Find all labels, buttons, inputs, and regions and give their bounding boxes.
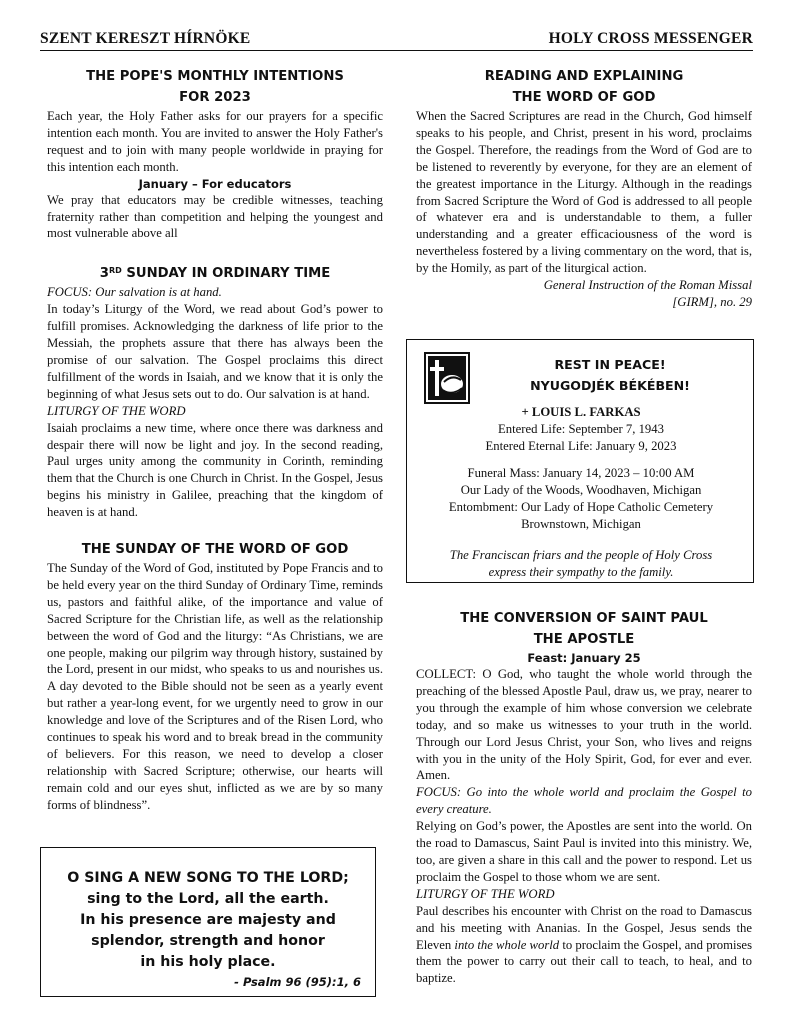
reading-body: When the Sacred Scriptures are read in the Church, God himself speaks to his people, and Christ, present in his word, proclaims the Gospel. Therefore, the readings from the Word of God are to be listened to reverently by everyone, for they are an element of the greatest importance in the Liturgy. Although in the readings from Sacred Scripture the Word of God is addressed to all people of whatever era and is understandable to them, a fuller understanding and a greater efficaciousness of the word is nevertheless fostered by a living commentary on the word, that is, by the Homily, as part of the liturgical action. (416, 109, 752, 276)
funeral-cross-emblem-icon (424, 352, 470, 404)
conversion-paragraph-1: Relying on God’s power, the Apostles are sent into the world. On the road to Damascus, Saint Paul is invited into this ministry. We, too, are given a share in this call and the power to respond. Let us proclaim the Gospel to those whom we are sent. (416, 819, 752, 884)
quote-line-3: In his presence are majesty and (80, 912, 336, 928)
rip-title-line1: REST IN PEACE! (554, 357, 666, 372)
word-sunday-body: The Sunday of the Word of God, instituted by Pope Francis and to be held every year on the third Sunday of Ordinary Time, reminds us, pastors and faithful alike, of the importance and value of Sacred Scripture for the Christian life, as well as the relationship between the word of God and the liturgy: “As Christians, we are one people, making our pilgrim way through history, sustained by the Lord, present in our midst, who speaks to us and nourishes us. A day devoted to the Bible should not be seen as a yearly event but rather a year-long event, for we urgently need to grow in our knowledge and love of the Scriptures and of the Risen Lord, who continues to speak his word and to break bread in the community of believers. For this reason, we need to develop a closer relationship with Sacred Scripture; otherwise, our hearts will remain cold and our eyes shut, inflicted as we are by so many forms of blindness”. (47, 561, 383, 812)
rip-entombment: Entombment: Our Lady of Hope Catholic Cemetery (448, 500, 714, 514)
popes-intentions-section (47, 66, 383, 242)
popes-subhead: January – For educators (138, 176, 292, 191)
header-right-title: HOLY CROSS MESSENGER (548, 30, 753, 47)
rip-entered-life: Entered Life: September 7, 1943 (498, 422, 664, 436)
reading-source-line1: General Instruction of the Roman Missal (543, 278, 752, 293)
page-header (40, 30, 753, 51)
rip-entered-eternal-life: Entered Eternal Life: January 9, 2023 (485, 439, 677, 453)
conversion-feast: Feast: January 25 (527, 651, 641, 665)
conversion-collect: COLLECT: O God, who taught the whole world through the preaching of the blessed Apostle Paul, draw us, we pray, nearer to you through the example of him whose conversion we celebrate today, and so make us witnesses to your truth in the world. Through our Lord Jesus Christ, your Son, who lives and reigns with you in the unity of the Holy Spirit, God, for ever and ever. Amen. (416, 667, 752, 783)
rip-city: Brownstown, Michigan (521, 517, 641, 531)
header-left-title: SZENT KERESZT HÍRNÖKE (40, 30, 251, 47)
rip-name: + LOUIS L. FARKAS (521, 405, 641, 419)
third-sunday-focus: FOCUS: Our salvation is at hand. (47, 285, 222, 300)
quote-source: - Psalm 96 (95):1, 6 (234, 975, 361, 989)
quote-line-5: in his holy place. (140, 954, 276, 970)
popes-title-line1: THE POPE'S MONTHLY INTENTIONS (86, 69, 344, 84)
popes-title-line2: FOR 2023 (179, 90, 251, 105)
rip-sympathy-line1: The Franciscan friars and the people of Holy Cross (449, 548, 713, 562)
third-sunday-section (47, 260, 383, 521)
third-sunday-title: 3RD SUNDAY IN ORDINARY TIME (99, 266, 331, 282)
right-column (416, 66, 752, 311)
third-sunday-liturgy-label: LITURGY OF THE WORD (47, 403, 186, 418)
quote-line-1: O SING A NEW SONG TO THE LORD; (67, 870, 349, 886)
rip-title-line2: NYUGODJÉK BÉKÉBEN! (530, 378, 690, 393)
left-column (47, 66, 383, 814)
conversion-paragraph-2: Paul describes his encounter with Christ on the road to Damascus and his meeting with Ananias. In the Gospel, Jesus sends the Eleven into the whole world to proclaim the Gospel, and promises them the power to carry out their call to teach, to heal, and to baptize. (416, 903, 753, 986)
rip-sympathy-line2: express their sympathy to the family. (488, 565, 674, 579)
word-sunday-title: THE SUNDAY OF THE WORD OF GOD (81, 542, 349, 558)
psalm-quote-box (40, 847, 376, 997)
quote-line-4: splendor, strength and honor (91, 933, 325, 949)
rip-funeral-mass: Funeral Mass: January 14, 2023 – 10:00 AM (467, 466, 695, 480)
reading-source-line2: [GIRM], no. 29 (672, 294, 752, 309)
word-sunday-section (47, 539, 383, 814)
popes-body: Each year, the Holy Father asks for our prayers for a specific intention each month. You are invited to answer the Holy Father's request and to join with many people worldwide in praying for this intention each month. (47, 109, 383, 174)
conversion-focus: FOCUS: Go into the whole world and proclaim the Gospel to every creature. (416, 785, 752, 817)
conversion-title-line2: THE APOSTLE (533, 632, 635, 647)
conversion-liturgy-label: LITURGY OF THE WORD (416, 886, 555, 901)
third-sunday-paragraph-2: Isaiah proclaims a new time, where once there was darkness and despair there will now be light and joy. In the second reading, Paul urges unity among the community in Corinth, reminding them that the Church is one Church in Christ. In the Gospel, Jesus begins his ministry in Galilee, preaching that the kingdom of heaven is at hand. (47, 420, 383, 520)
quote-line-2: sing to the Lord, all the earth. (87, 891, 329, 907)
popes-prayer: We pray that educators may be credible witnesses, teaching fraternity rather than competition and helping the youngest and most vulnerable above all (47, 192, 383, 241)
rest-in-peace-box (406, 339, 754, 583)
reading-title-line1: READING AND EXPLAINING (484, 69, 684, 84)
reading-section (416, 66, 752, 311)
third-sunday-paragraph-1: In today’s Liturgy of the Word, we read about God’s power to fulfill promises. Acknowledging the darkness of life prior to the Messiah, the prophets assure that there has always been the promise of our salvation. The Gospel proclaims this direct fulfillment of the words in Isaiah, and we know that it is only the beginning of what Jesus sets out to do. Our salvation is at hand. (47, 302, 383, 401)
conversion-section (416, 608, 752, 987)
conversion-title-line1: THE CONVERSION OF SAINT PAUL (460, 611, 708, 626)
rip-church: Our Lady of the Woods, Woodhaven, Michigan (460, 483, 702, 497)
reading-title-line2: THE WORD OF GOD (512, 90, 656, 105)
